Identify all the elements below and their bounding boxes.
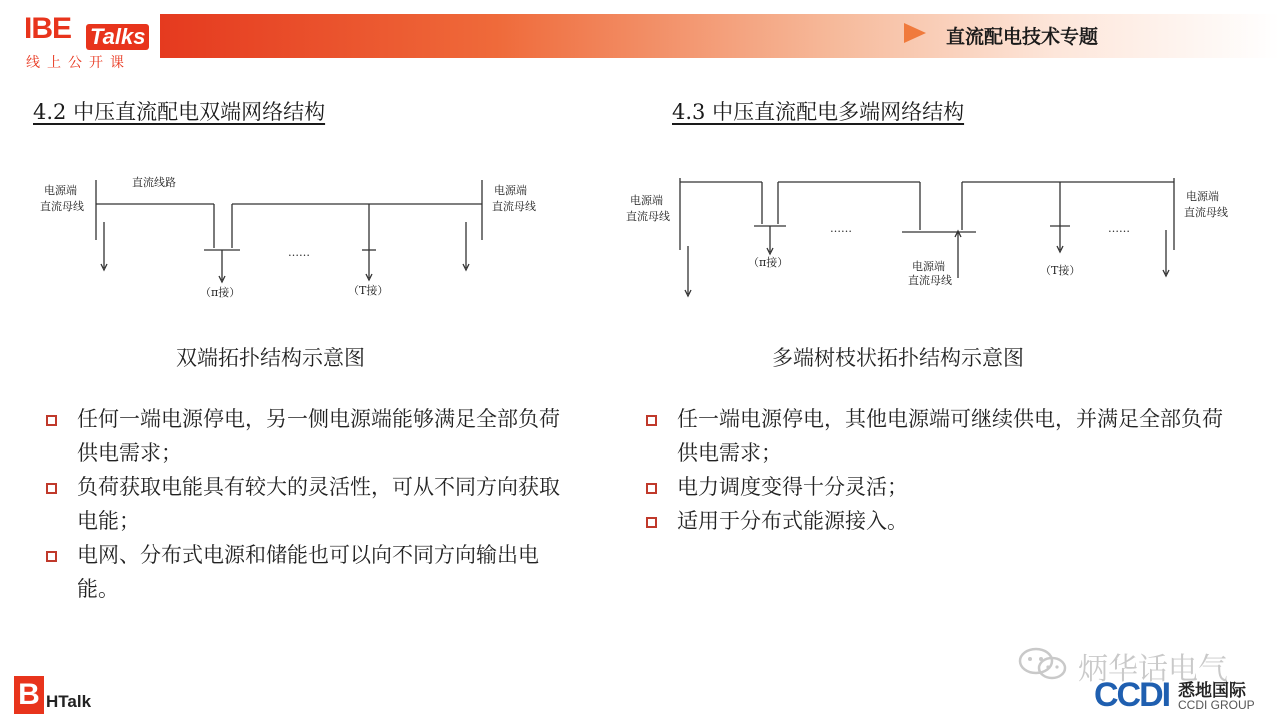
header-bar — [0, 0, 1280, 71]
left-source-label-2: 直流母线 — [40, 200, 84, 213]
square-bullet-icon — [646, 415, 657, 426]
list-item: 电网、分布式电源和储能也可以向不同方向输出电能。 — [33, 538, 563, 606]
left-caption: 双端拓扑结构示意图 — [176, 346, 365, 370]
list-item: 任一端电源停电，其他电源端可继续供电，并满足全部负荷供电需求； — [633, 402, 1223, 470]
t-label: （T接） — [1040, 264, 1081, 277]
right-caption: 多端树枝状拓扑结构示意图 — [772, 346, 1024, 370]
two-end-svg — [36, 160, 556, 310]
bhtalk-logo-text: HTalk — [46, 692, 92, 711]
right-source-label-2: 直流母线 — [1184, 206, 1228, 219]
dc-line-label: 直流线路 — [132, 176, 176, 189]
mid-source-label-1: 电源端 — [912, 260, 945, 273]
right-source-label-1: 电源端 — [1186, 190, 1219, 203]
ccdi-logo — [1094, 676, 1274, 716]
square-bullet-icon — [646, 517, 657, 528]
bhtalk-logo-mark: B — [14, 676, 44, 714]
logo-talks-text: Talks — [86, 24, 149, 50]
dots-label: …… — [288, 246, 310, 259]
list-item: 任何一端电源停电，另一侧电源端能够满足全部负荷供电需求； — [33, 402, 563, 470]
left-source-label-1: 电源端 — [630, 194, 663, 207]
watermark-account-name: 炳华话电气 — [1078, 652, 1228, 687]
logo-ibe-text: IBE — [24, 12, 72, 45]
header-banner — [160, 14, 1280, 58]
logo-subtitle: 线上公开课 — [26, 55, 131, 71]
left-section-title: 4.2 中压直流配电双端网络结构 — [33, 100, 326, 124]
square-bullet-icon — [646, 483, 657, 494]
bhtalk-logo — [14, 676, 124, 716]
list-item: 适用于分布式能源接入。 — [633, 504, 1223, 538]
pi-label: （π接） — [748, 256, 789, 269]
left-source-label-1: 电源端 — [44, 184, 77, 197]
ccdi-logo-mark: CCDI — [1094, 676, 1170, 714]
left-bullet-list — [33, 402, 563, 606]
multi-end-topology-diagram — [624, 160, 1244, 310]
right-source-label-1: 电源端 — [494, 184, 527, 197]
right-bullet-list — [633, 402, 1223, 538]
list-item: 负荷获取电能具有较大的灵活性，可从不同方向获取电能； — [33, 470, 563, 538]
square-bullet-icon — [46, 483, 57, 494]
t-label: （T接） — [348, 284, 389, 297]
right-source-label-2: 直流母线 — [492, 200, 536, 213]
play-arrow-icon — [904, 23, 926, 43]
square-bullet-icon — [46, 415, 57, 426]
dots-label-2: …… — [1108, 222, 1130, 235]
multi-end-svg — [624, 160, 1244, 310]
square-bullet-icon — [46, 551, 57, 562]
right-section-title: 4.3 中压直流配电多端网络结构 — [672, 100, 965, 124]
ibe-talks-logo — [24, 10, 164, 71]
left-source-label-2: 直流母线 — [626, 210, 670, 223]
list-item: 电力调度变得十分灵活； — [633, 470, 1223, 504]
pi-label: （π接） — [200, 286, 241, 299]
ccdi-english-name: CCDI GROUP — [1178, 698, 1255, 712]
mid-source-label-2: 直流母线 — [908, 274, 952, 287]
ccdi-chinese-name: 悉地国际 — [1178, 681, 1246, 701]
two-end-topology-diagram — [36, 160, 556, 310]
topic-title: 直流配电技术专题 — [946, 26, 1099, 48]
dots-label-1: …… — [830, 222, 852, 235]
wechat-icon — [1016, 646, 1076, 682]
